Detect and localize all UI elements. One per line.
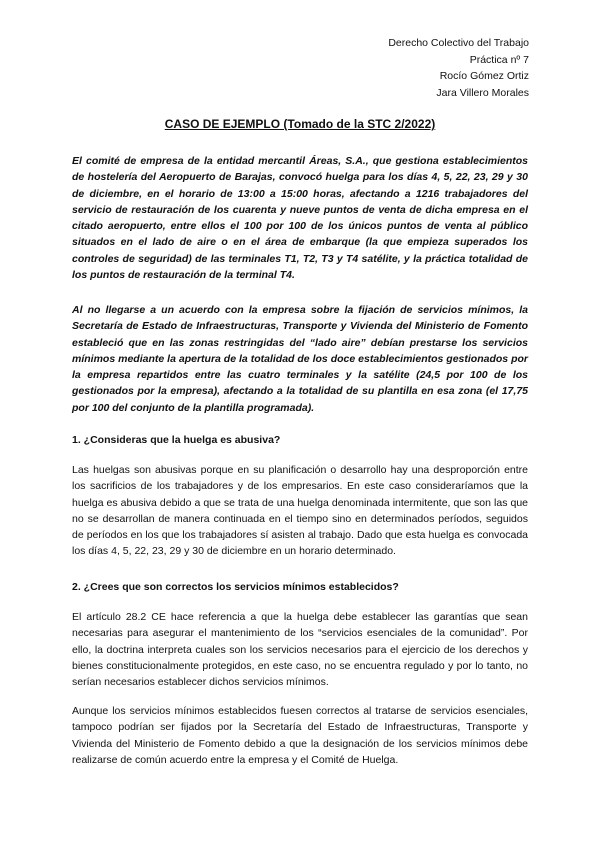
header-author-2: Jara Villero Morales <box>436 86 529 99</box>
case-paragraph-2: Al no llegarse a un acuerdo con la empresa sobre la fijación de servicios mínimos, la Secretaría de Estado de Infraestructuras, Transporte y Vivienda del Ministerio de Fomento estableció que en las zonas restringidas del “lado aire” debían prestarse los servicios mínimos mediante la apertura de la totalidad de los doce establecimientos gestionados por la empresa repartidos entre las cuatro terminales y la satélite (24,5 por 100 de los gestionados por la empresa), afectando a la totalidad de su plantilla en esa zona (el 17,75 por 100 del conjunto de la plantilla programada). <box>72 304 528 414</box>
case-paragraph-1: El comité de empresa de la entidad mercantil Áreas, S.A., que gestiona establecimientos de hostelería del Aeropuerto de Barajas, convocó huelga para los días 4, 5, 22, 23, 29 y 30 de diciembre, en el horario de 13:00 a 15:00 horas, afectando a 1216 trabajadores del servicio de restauración de los cuarenta y nueve puntos de venta de dicha empresa en el citado aeropuerto, entre ellos el 100 por 100 de los únicos puntos de venta al público situados en el lado de aire o en el área de embarque (la que empieza superados los controles de seguridad) de las terminales T1, T2, T3 y T4 satélite, y la práctica totalidad de los puntos de restauración de la terminal T4. <box>72 155 528 282</box>
question-2-answer-2: Aunque los servicios mínimos establecidos fuesen correctos al tratarse de servicios esenciales, tampoco podrían ser fijados por la Secretaría del Estado de Infraestructuras, Transporte y Vivienda del Ministerio de Fomento debido a que la designación de los servicios mínimos debe realizarse de común acuerdo entre la empresa y el Comité de Huelga. <box>72 705 528 766</box>
header-course: Derecho Colectivo del Trabajo <box>388 37 529 49</box>
header-author-1: Rocío Gómez Ortiz <box>439 70 529 83</box>
page-title: CASO DE EJEMPLO (Tomado de la STC 2/2022) <box>164 117 436 131</box>
document-header <box>388 35 529 101</box>
question-1-heading: 1. ¿Consideras que la huelga es abusiva? <box>72 434 281 446</box>
header-practice: Práctica nº 7 <box>469 53 529 66</box>
question-2-answer-1: El artículo 28.2 CE hace referencia a que la huelga debe establecer las garantías que sean necesarias para asegurar el mantenimiento de los “servicios esenciales de la comunidad”. Por ello, la doctrina interpreta cuales son los servicios necesarios para el ejercicio de los derechos y bienes constitucionalmente protegidos, en este caso, no se encuentra regulado y por lo tanto, no serían necesarios establecer dichos servicios mínimos. <box>72 611 528 689</box>
question-1-answer: Las huelgas son abusivas porque en su planificación o desarrollo hay una desproporción entre los sacrificios de los trabajadores y de los empresarios. En este caso consideraríamos que la huelga es abusiva debido a que se trata de una huelga denominada intermitente, que son las que no se desarrollan de manera continuada en el tiempo sino en determinados períodos, seguidos de períodos en los que los trabajadores sí asisten al trabajo. Dado que esta huelga es convocada los días 4, 5, 22, 23, 29 y 30 de diciembre en un horario determinado. <box>72 464 528 558</box>
question-2-heading: 2. ¿Crees que son correctos los servicios mínimos establecidos? <box>72 581 399 593</box>
